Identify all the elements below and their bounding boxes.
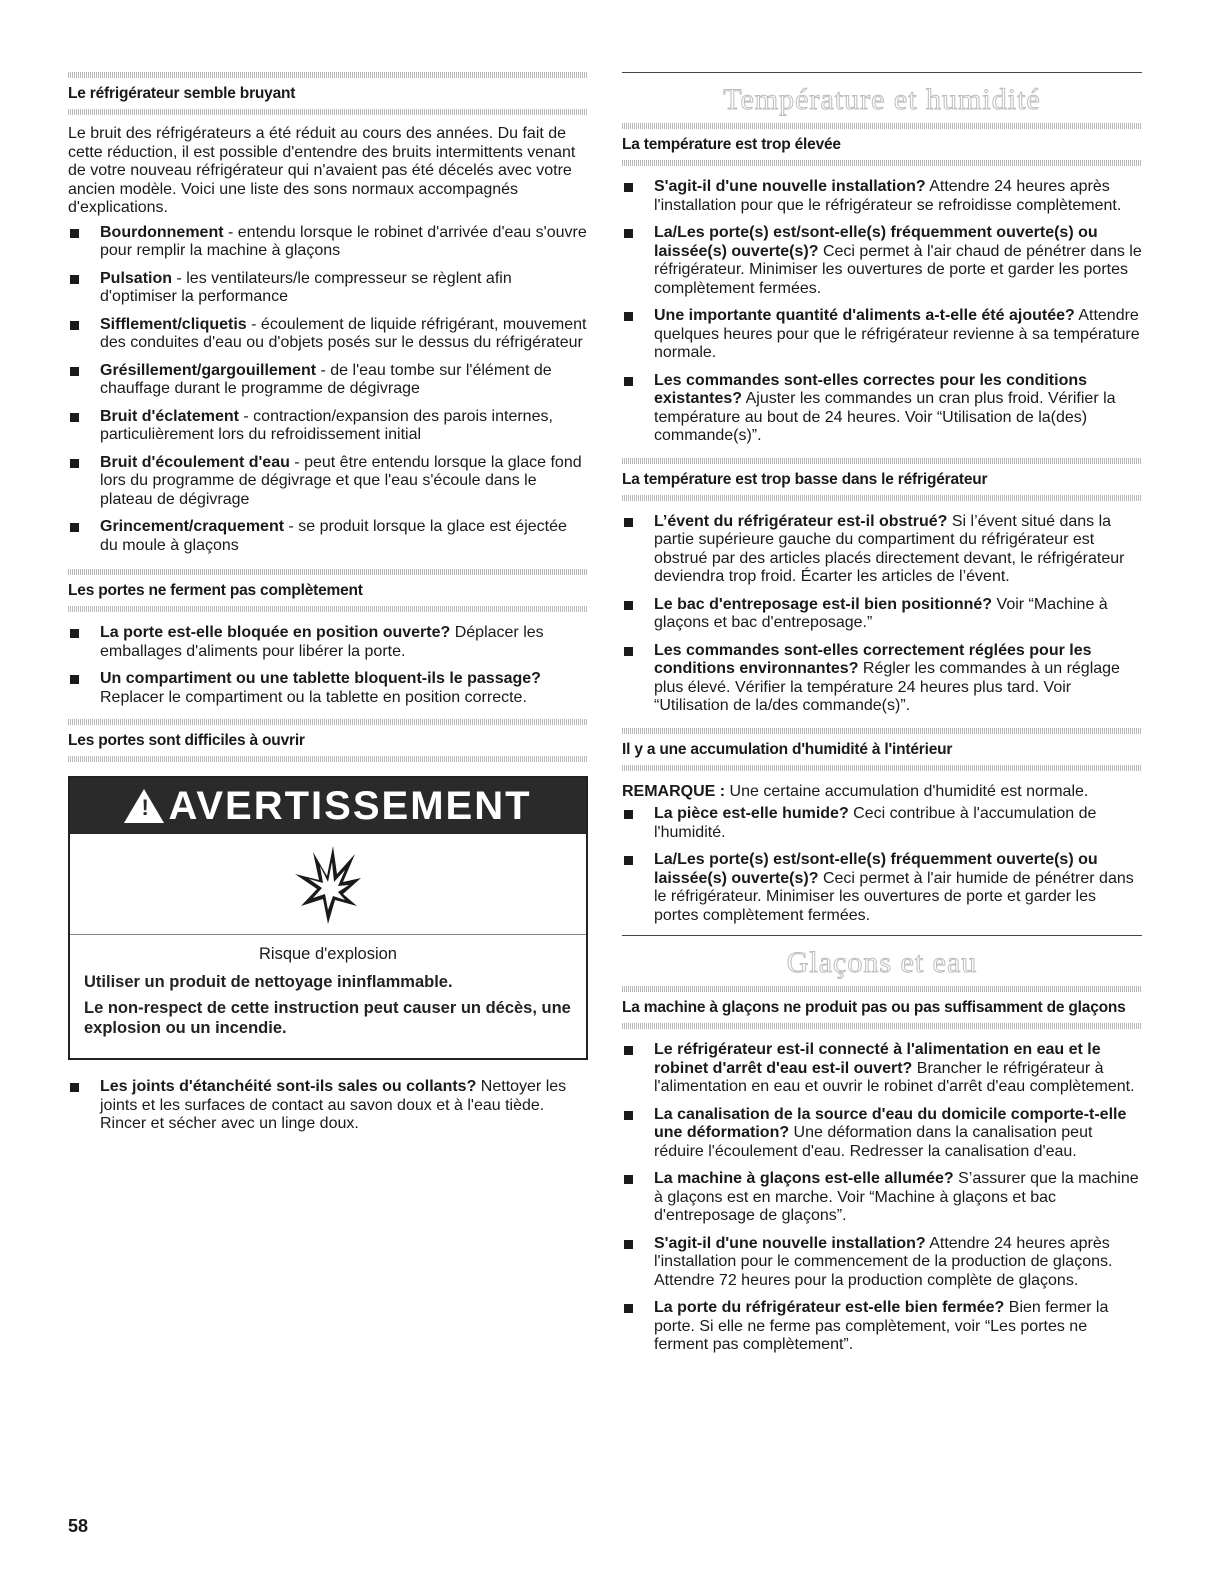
list-item	[622, 805, 1142, 842]
item-text: Attendre 24 heures après l'installation pour que le réfrigérateur se refroidisse complètement.	[654, 178, 1122, 214]
item-term: La canalisation de la source d'eau du domicile comporte-t-elle une déformation?	[654, 1105, 1127, 1141]
list-item	[622, 1170, 1142, 1226]
section-title: Glaçons et eau	[786, 946, 978, 979]
item-text: - de l'eau tombe sur l'élément de chauffage durant le programme de dégivrage	[100, 361, 552, 397]
list-item	[68, 362, 588, 399]
warning-triangle-icon: !	[124, 789, 164, 823]
bullet-list	[622, 513, 1142, 716]
list-item	[68, 316, 588, 353]
list-item	[622, 1299, 1142, 1355]
item-term: Grincement/craquement	[100, 518, 285, 535]
item-text: Une déformation dans la canalisation peut réduire l'écoulement d'eau. Redresser la canalisation d'eau.	[654, 1124, 1093, 1160]
item-term: Une importante quantité d'aliments a-t-elle été ajoutée?	[654, 307, 1075, 324]
list-item	[68, 670, 588, 707]
section-heading: Les portes sont difficiles à ouvrir	[68, 732, 305, 749]
bullet-list	[622, 178, 1142, 446]
item-text: - se produit lorsque la glace est éjectée du moule à glaçons	[100, 518, 567, 554]
left-column	[68, 72, 588, 1143]
item-text: - peut être entendu lorsque la glace fond lors du programme de dégivrage et que l'eau s'écoule dans le plateau de dégivrage	[100, 453, 582, 508]
section-heading: Il y a une accumulation d'humidité à l'intérieur	[622, 740, 953, 758]
hatch-divider	[622, 160, 1142, 166]
warning-instruction: Utiliser un produit de nettoyage ininflammable.	[84, 973, 453, 991]
item-text: Ajuster les commandes un cran plus froid. Vérifier la température au bout de 24 heures. Voir “Utilisation de la(des) commande(s)”.	[654, 390, 1116, 444]
item-term: Le réfrigérateur est-il connecté à l'alimentation en eau et le robinet d'arrêt d'eau est-il ouvert?	[654, 1041, 1101, 1077]
item-term: La machine à glaçons est-elle allumée?	[654, 1170, 954, 1187]
section-heading: Le réfrigérateur semble bruyant	[68, 85, 296, 102]
item-term: S'agit-il d'une nouvelle installation?	[654, 1234, 926, 1252]
warning-header	[70, 778, 586, 834]
section-heading: La température est trop élevée	[622, 136, 841, 153]
hatch-divider	[622, 1023, 1142, 1029]
bullet-list	[68, 1078, 588, 1134]
item-text: Attendre 24 heures après l'installation pour le commencement de la production de glaçons. Attendre 72 heures pour la production complète de glaçons.	[654, 1234, 1113, 1289]
item-term: La pièce est-elle humide?	[654, 805, 849, 822]
section-title: Température et humidité	[723, 83, 1041, 116]
item-text: Ceci contribue à l'accumulation de l'humidité.	[654, 805, 1097, 841]
item-text: S’assurer que la machine à glaçons est en marche. Voir “Machine à glaçons et bac d'entreposage de glaçons”.	[654, 1170, 1139, 1224]
warning-title: AVERTISSEMENT	[168, 783, 532, 828]
item-term: La porte du réfrigérateur est-elle bien fermée?	[654, 1299, 1005, 1316]
paragraph: Le bruit des réfrigérateurs a été réduit au cours des années. Du fait de cette réduction, il est possible d'entendre des bruits intermittents venant de votre nouveau réfrigérateur qui n'avaient pas été décelés avec votre ancien modèle. Voici une liste des sons normaux accompagnés d'explications.	[68, 125, 576, 216]
list-item	[68, 1078, 588, 1134]
list-item	[622, 1235, 1142, 1291]
list-item	[68, 624, 588, 661]
note	[622, 783, 1142, 802]
item-term: Bruit d'écoulement d'eau	[100, 453, 290, 471]
warning-consequence: Le non-respect de cette instruction peut causer un décès, une explosion ou un incendie.	[84, 999, 571, 1037]
list-item	[68, 518, 588, 555]
hatch-divider	[68, 109, 588, 115]
item-text: Ceci permet à l'air humide de pénétrer dans le réfrigérateur. Minimiser les ouvertures de porte et garder les portes complètement fermées.	[654, 869, 1134, 924]
list-item	[68, 224, 588, 261]
warning-box	[68, 776, 588, 1060]
item-text: - entendu lorsque le robinet d'arrivée d'eau s'ouvre pour remplir la machine à glaçons	[100, 223, 587, 259]
item-term: Pulsation	[100, 269, 173, 287]
item-term: Bourdonnement	[100, 223, 224, 241]
item-text: Déplacer les emballages d'aliments pour libérer la porte.	[100, 624, 544, 660]
warning-body	[70, 935, 586, 1058]
list-item	[622, 596, 1142, 633]
note-text: Une certaine accumulation d'humidité est normale.	[725, 782, 1089, 800]
list-item	[68, 270, 588, 307]
list-item	[68, 454, 588, 510]
risk-label: Risque d'explosion	[259, 945, 397, 963]
hatch-divider	[622, 765, 1142, 771]
item-term: Grésillement/gargouillement	[100, 361, 317, 379]
item-text: Nettoyer les joints et les surfaces de contact au savon doux et à l'eau tiède. Rincer et sécher avec un linge doux.	[100, 1078, 567, 1132]
item-term: Un compartiment ou une tablette bloquent-ils le passage?	[100, 670, 541, 687]
item-text: Replacer le compartiment ou la tablette en position correcte.	[100, 688, 527, 706]
item-text: Voir “Machine à glaçons et bac d'entreposage.”	[654, 595, 1108, 631]
hatch-divider	[68, 606, 588, 612]
list-item	[68, 408, 588, 445]
item-text: - contraction/expansion des parois internes, particulièrement lors du refroidissement initial	[100, 407, 553, 443]
list-item	[622, 178, 1142, 215]
item-term: La/Les porte(s) est/sont-elle(s) fréquemment ouverte(s) ou laissée(s) ouverte(s)?	[654, 851, 1098, 887]
list-item	[622, 372, 1142, 446]
explosion-icon	[70, 834, 586, 935]
list-item	[622, 1106, 1142, 1162]
item-term: S'agit-il d'une nouvelle installation?	[654, 178, 926, 195]
list-item	[622, 1041, 1142, 1097]
bullet-list	[622, 1041, 1142, 1355]
item-term: L’évent du réfrigérateur est-il obstrué?	[654, 512, 948, 530]
item-text: Régler les commandes à un réglage plus élevé. Vérifier la température 24 heures plus tard. Voir “Utilisation de la/des commande(s)”.	[654, 660, 1120, 714]
bullet-list	[622, 805, 1142, 925]
list-item	[622, 642, 1142, 716]
item-text: - écoulement de liquide réfrigérant, mouvement des conduites d'eau ou d'objets posés sur le dessus du réfrigérateur	[100, 315, 587, 351]
item-term: Sifflement/cliquetis	[100, 315, 247, 333]
item-term: La/Les porte(s) est/sont-elle(s) fréquemment ouverte(s) ou laissée(s) ouverte(s)?	[654, 224, 1098, 260]
bullet-list	[68, 624, 588, 707]
item-term: La porte est-elle bloquée en position ouverte?	[100, 624, 451, 641]
item-term: Les commandes sont-elles correctes pour les conditions existantes?	[654, 371, 1088, 407]
item-text: Ceci permet à l'air chaud de pénétrer dans le réfrigérateur. Minimiser les ouvertures de porte et garder les portes complètement fermées.	[654, 242, 1142, 297]
hatch-divider	[68, 756, 588, 762]
bullet-list	[68, 224, 588, 556]
item-text: Si l’évent situé dans la partie supérieure gauche du compartiment du réfrigérateur est obstrué par des articles placés directement devant, le réfrigérateur deviendra trop froid. Écarter les articles de l’évent.	[654, 512, 1125, 585]
list-item	[622, 513, 1142, 587]
item-term: Le bac d'entreposage est-il bien positionné?	[654, 595, 993, 613]
item-text: Bien fermer la porte. Si elle ne ferme pas complètement, voir “Les portes ne ferment pas complètement”.	[654, 1299, 1109, 1353]
section-heading: La température est trop basse dans le réfrigérateur	[622, 470, 988, 488]
item-text: Brancher le réfrigérateur à l'alimentation en eau et ouvrir le robinet d'arrêt d'eau complètement.	[654, 1059, 1135, 1095]
item-term: Les joints d'étanchéité sont-ils sales ou collants?	[100, 1078, 477, 1095]
page-number: 58	[68, 1516, 89, 1536]
section-heading: La machine à glaçons ne produit pas ou pas suffisamment de glaçons	[622, 999, 1126, 1016]
list-item	[622, 307, 1142, 363]
list-item	[622, 851, 1142, 925]
item-term: Bruit d'éclatement	[100, 407, 239, 425]
list-item	[622, 224, 1142, 298]
item-text: Attendre quelques heures pour que le réfrigérateur revienne à sa température normale.	[654, 307, 1140, 361]
right-column	[622, 72, 1142, 1364]
item-term: Les commandes sont-elles correctement réglées pour les conditions environnantes?	[654, 641, 1092, 677]
section-heading: Les portes ne ferment pas complètement	[68, 582, 363, 599]
item-text: - les ventilateurs/le compresseur se règlent afin d'optimiser la performance	[100, 269, 512, 305]
hatch-divider	[622, 495, 1142, 501]
note-label: REMARQUE :	[622, 782, 726, 800]
